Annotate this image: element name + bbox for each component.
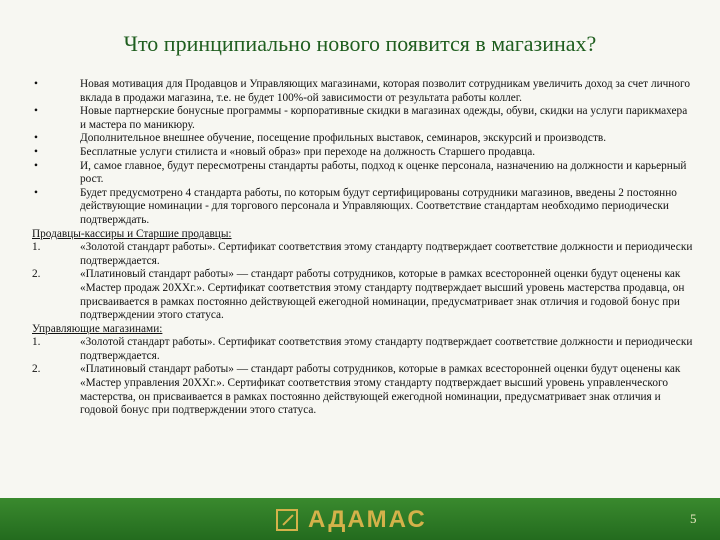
- item-text: «Золотой стандарт работы». Сертификат соответствия этому стандарту подтверждает соответствие должности и периодически подтверждается.: [80, 336, 693, 362]
- bullet-marker: •: [34, 159, 38, 172]
- bullet-marker: •: [34, 186, 38, 199]
- item-text: «Золотой стандарт работы». Сертификат соответствия этому стандарту подтверждает соответствие должности и периодически подтверждается.: [80, 241, 693, 267]
- bullet-text: Дополнительное внешнее обучение, посещение профильных выставок, семинаров, экскурсий и производств.: [80, 132, 607, 145]
- logo-text: АДАМАС: [308, 506, 427, 533]
- numbered-item: [32, 336, 696, 363]
- bullet-marker: •: [34, 132, 38, 145]
- bullet-item: [32, 187, 696, 228]
- numbered-item: [32, 268, 696, 322]
- item-text: «Платиновый стандарт работы» — стандарт работы сотрудников, которые в рамках всесторонней оценки будут оценены как «Мастер управления 20XXг.». Сертификат соответствия этому стандарту подтверждает высший уровень управленческого мастерства, он присваивается в рамках постоянно действующей ежегодной номинации, предусматривает знак отличия и годовой бонус при подтверждении этого статуса.: [80, 363, 681, 417]
- section-heading-sellers: Продавцы-кассиры и Старшие продавцы:: [32, 227, 232, 240]
- item-number: 2.: [32, 363, 41, 376]
- section-heading-managers: Управляющие магазинами:: [32, 322, 163, 335]
- bullet-text: Бесплатные услуги стилиста и «новый образ» при переходе на должность Старшего продавца.: [80, 145, 536, 158]
- bullet-marker: •: [34, 78, 38, 90]
- item-number: 1.: [32, 241, 41, 254]
- item-number: 1.: [32, 336, 41, 349]
- bullet-marker: •: [34, 105, 38, 118]
- item-text: «Платиновый стандарт работы» — стандарт работы сотрудников, которые в рамках всесторонней оценки будут оценены как «Мастер продаж 20XXг.». Сертификат соответствия этому стандарту подтверждает высший уровень мастерства продавца, он присваивается в рамках постоянно действующей ежегодной номинации, предусматривает знак отличия и годовой бонус при подтверждении этого статуса.: [80, 268, 685, 322]
- item-number: 2.: [32, 268, 41, 281]
- bullet-item: [32, 132, 696, 146]
- bullet-item: [32, 146, 696, 160]
- numbered-item: [32, 363, 696, 417]
- company-logo: [276, 507, 427, 533]
- bullet-text: И, самое главное, будут пересмотрены стандарты работы, подход к оценке персонала, назначению на должности и карьерный рост.: [80, 159, 687, 186]
- logo-mark-icon: [276, 509, 298, 531]
- numbered-item: [32, 241, 696, 268]
- slide-title: Что принципиально нового появится в магазинах?: [123, 31, 597, 56]
- bullet-marker: •: [34, 145, 38, 158]
- bullet-text: Новая мотивация для Продавцов и Управляющих магазинами, которая позволит сотрудникам увеличить доход за счет личного вклада в продажи магазина, т.е. не будет 100%-ой зависимости от результата работы коллег.: [80, 78, 690, 104]
- bullet-item: [32, 160, 696, 187]
- bullet-item: [32, 78, 696, 105]
- page-number: 5: [690, 511, 697, 526]
- bullet-text: Новые партнерские бонусные программы - корпоративные скидки в магазинах одежды, обуви, скидки на услуги парикмахера и мастера по маникюру.: [80, 105, 688, 131]
- bullet-text: Будет предусмотрено 4 стандарта работы, по которым будут сертифицированы сотрудники магазинов, введены 2 постоянно действующие номинации - для торгового персонала и Управляющих. Соответствие стандартам необходимо периодически подтверждать.: [80, 186, 677, 226]
- bullet-item: [32, 105, 696, 132]
- slide-content: [32, 78, 696, 418]
